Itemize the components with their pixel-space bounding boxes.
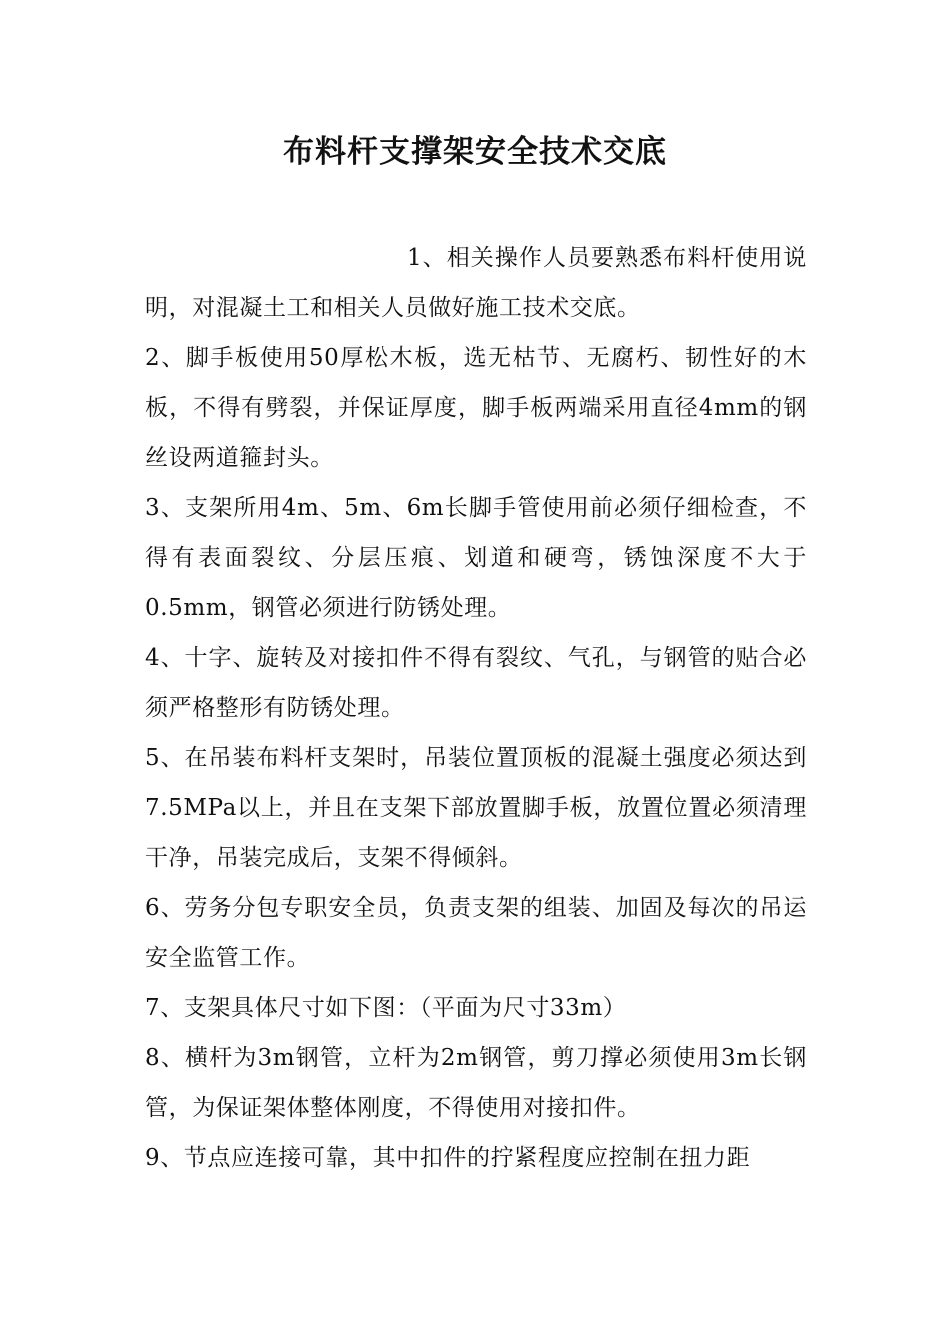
paragraph-7: 7、支架具体尺寸如下图：（平面为尺寸33m） xyxy=(145,995,627,1021)
document-title: 布料杆支撑架安全技术交底 xyxy=(283,134,667,170)
paragraph-3: 3、支架所用4m、5m、6m长脚手管使用前必须仔细检查，不得有表面裂纹、分层压痕、划道和硬弯，锈蚀深度不大于0.5mm，钢管必须进行防锈处理。 xyxy=(145,495,807,621)
paragraph-8: 8、横杆为3m钢管，立杆为2m钢管，剪刀撑必须使用3m长钢管，为保证架体整体刚度，不得使用对接扣件。 xyxy=(145,1045,807,1121)
paragraph-6: 6、劳务分包专职安全员，负责支架的组装、加固及每次的吊运安全监管工作。 xyxy=(145,895,807,971)
paragraph-4: 4、十字、旋转及对接扣件不得有裂纹、气孔，与钢管的贴合必须严格整形有防锈处理。 xyxy=(145,645,807,721)
document-body xyxy=(145,233,807,1183)
paragraph-9: 9、节点应连接可靠，其中扣件的拧紧程度应控制在扭力距 xyxy=(145,1145,751,1171)
paragraph-1: 1、相关操作人员要熟悉布料杆使用说明，对混凝土工和相关人员做好施工技术交底。 xyxy=(145,245,807,321)
paragraph-5: 5、在吊装布料杆支架时，吊装位置顶板的混凝土强度必须达到7.5MPa以上，并且在支架下部放置脚手板，放置位置必须清理干净，吊装完成后，支架不得倾斜。 xyxy=(145,745,807,871)
paragraph-2: 2、脚手板使用50厚松木板，选无枯节、无腐朽、韧性好的木板，不得有劈裂，并保证厚度，脚手板两端采用直径4mm的钢丝设两道箍封头。 xyxy=(145,345,807,471)
